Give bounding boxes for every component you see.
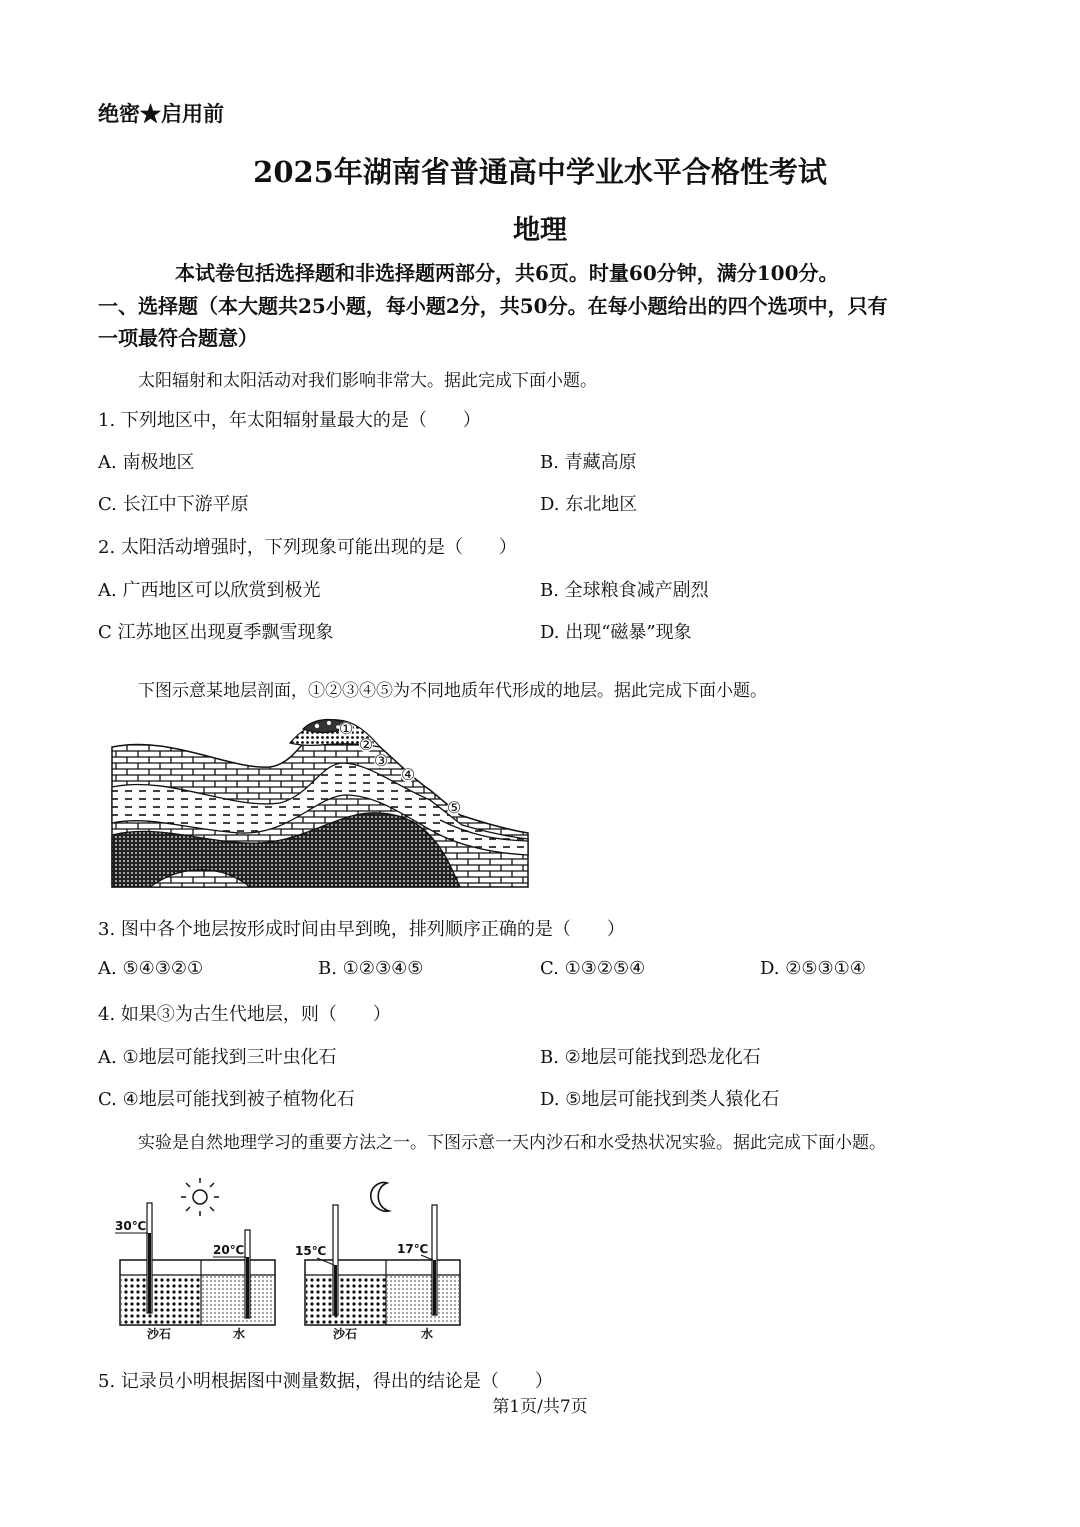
- question-4: 4. 如果③为古生代地层，则（ ）: [98, 1004, 391, 1025]
- strata-label-4: ④: [400, 765, 416, 784]
- section-heading-line1: 一、选择题（本大题共25小题，每小题2分，共50分。在每小题给出的四个选项中，只有: [98, 294, 888, 318]
- page-footer: 第1页/共7页: [492, 1397, 588, 1417]
- confidential-mark: 绝密★启用前: [98, 101, 224, 126]
- question-1: 1. 下列地区中，年太阳辐射量最大的是（ ）: [98, 410, 481, 431]
- q3-option-d[interactable]: D. ②⑤③①④: [760, 958, 866, 979]
- moon-icon: [371, 1182, 389, 1211]
- q3-option-a[interactable]: A. ⑤④③②①: [98, 958, 204, 979]
- group2-stem: 下图示意某地层剖面，①②③④⑤为不同地质年代形成的地层。据此完成下面小题。: [138, 681, 767, 701]
- group3-stem: 实验是自然地理学习的重要方法之一。下图示意一天内沙石和水受热状况实验。据此完成下面小题。: [138, 1133, 886, 1153]
- q4-option-c[interactable]: C. ④地层可能找到被子植物化石: [98, 1089, 355, 1110]
- q2-option-c[interactable]: C 江苏地区出现夏季飘雪现象: [98, 622, 334, 643]
- strata-section-figure: [110, 715, 530, 890]
- q3-option-b[interactable]: B. ①②③④⑤: [318, 958, 424, 979]
- q2-option-b[interactable]: B. 全球粮食减产剧烈: [540, 580, 709, 601]
- q2-option-a[interactable]: A. 广西地区可以欣赏到极光: [98, 580, 321, 601]
- day-water-temp: 20℃: [213, 1243, 245, 1257]
- q1-option-b[interactable]: B. 青藏高原: [540, 452, 637, 473]
- night-water-temp: 17℃: [397, 1242, 429, 1256]
- day-water-label: 水: [233, 1327, 246, 1341]
- night-sand-label: 沙石: [333, 1327, 358, 1341]
- strata-label-3: ③: [373, 751, 389, 770]
- question-5: 5. 记录员小明根据图中测量数据，得出的结论是（ ）: [98, 1371, 553, 1392]
- question-2: 2. 太阳活动增强时，下列现象可能出现的是（ ）: [98, 537, 517, 558]
- q3-option-c[interactable]: C. ①③②⑤④: [540, 958, 646, 979]
- q4-option-d[interactable]: D. ⑤地层可能找到类人猿化石: [540, 1089, 780, 1110]
- sun-icon: [181, 1178, 219, 1216]
- day-sand-temp: 30℃: [115, 1219, 147, 1233]
- q2-option-d[interactable]: D. 出现“磁暴”现象: [540, 622, 692, 643]
- strata-label-5: ⑤: [446, 798, 462, 817]
- group1-stem: 太阳辐射和太阳活动对我们影响非常大。据此完成下面小题。: [138, 371, 597, 391]
- night-water-label: 水: [421, 1327, 434, 1341]
- section-heading-line2: 一项最符合题意）: [98, 326, 258, 350]
- q4-option-b[interactable]: B. ②地层可能找到恐龙化石: [540, 1047, 761, 1068]
- strata-label-2: ②: [358, 735, 374, 754]
- subject-title: 地理: [513, 215, 567, 246]
- day-sand-label: 沙石: [147, 1327, 172, 1341]
- question-3: 3. 图中各个地层按形成时间由早到晚，排列顺序正确的是（ ）: [98, 919, 625, 940]
- q1-option-d[interactable]: D. 东北地区: [540, 494, 638, 515]
- exam-intro: 本试卷包括选择题和非选择题两部分，共6页。时量60分钟，满分100分。: [175, 261, 839, 285]
- q1-option-a[interactable]: A. 南极地区: [98, 452, 195, 473]
- heating-experiment-figure: [105, 1175, 470, 1345]
- strata-label-1: ①: [338, 719, 354, 738]
- q1-option-c[interactable]: C. 长江中下游平原: [98, 494, 249, 515]
- q4-option-a[interactable]: A. ①地层可能找到三叶虫化石: [98, 1047, 337, 1068]
- night-sand-temp: 15℃: [295, 1244, 327, 1258]
- exam-title: 2025年湖南省普通高中学业水平合格性考试: [253, 155, 827, 189]
